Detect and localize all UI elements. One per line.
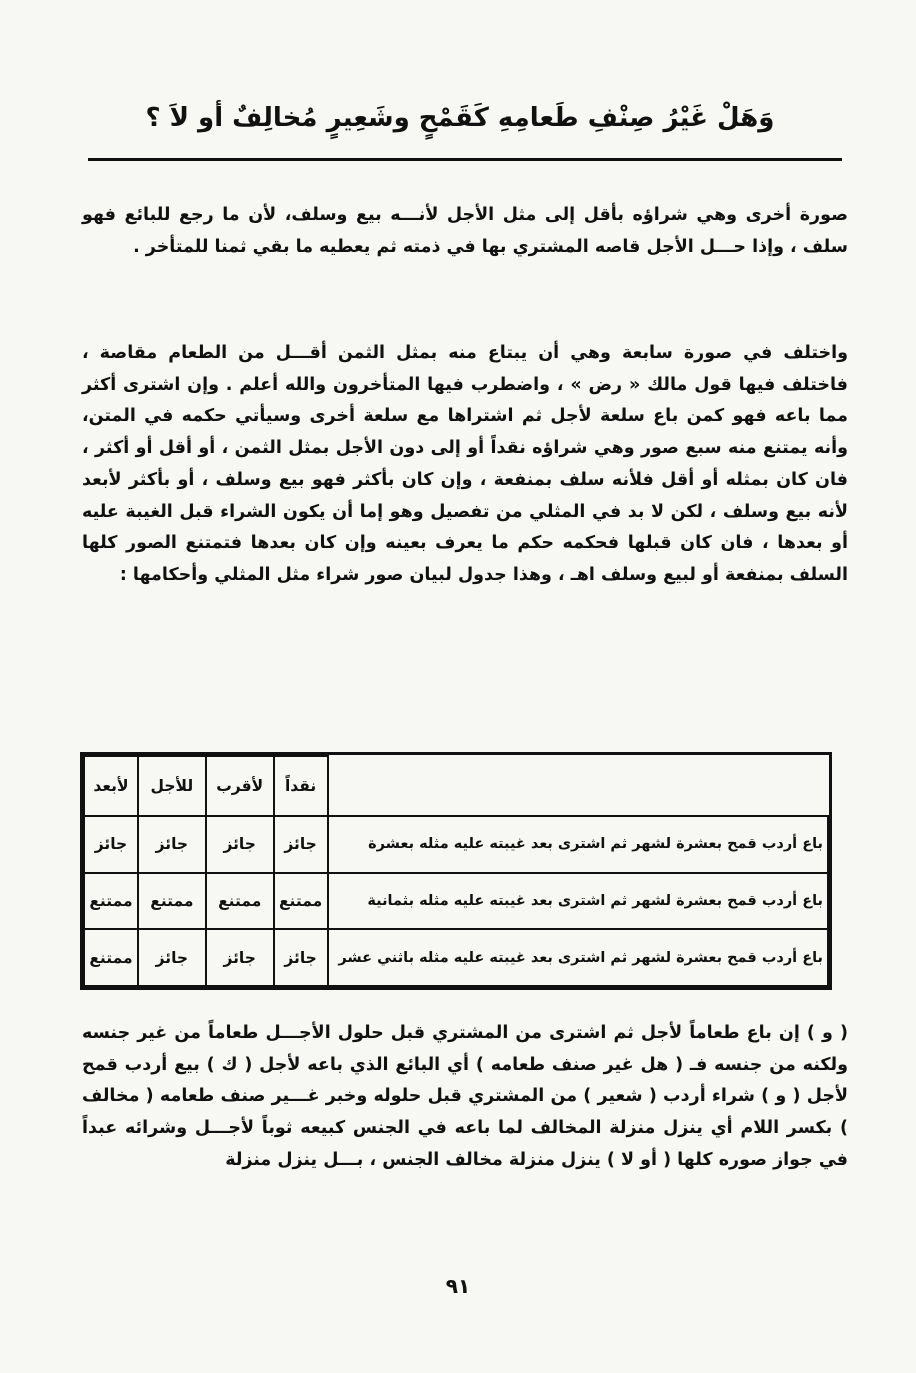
paragraph-3 xyxy=(82,1018,848,1177)
table-header-blank xyxy=(328,756,828,816)
paragraph-2 xyxy=(82,338,848,592)
table-cell: ممتنع xyxy=(206,873,274,930)
page-header-title: وَهَلْ غَيْرُ صِنْفِ طَعامِهِ كَقَمْحٍ وشَعِيرٍ مُخالِفٌ أو لاَ ؟ xyxy=(145,103,775,133)
column-header: للأجل xyxy=(138,756,206,816)
table-cell: ممتنع xyxy=(138,873,206,930)
column-header: لأقرب xyxy=(206,756,274,816)
column-header: نقداً xyxy=(274,756,328,816)
row-description: باع أردب قمح بعشرة لشهر ثم اشترى بعد غيبته عليه مثله بعشرة xyxy=(328,816,828,873)
table-cell: ممتنع xyxy=(274,873,328,930)
table-cell: جائز xyxy=(206,929,274,986)
table-header-row xyxy=(84,756,828,816)
header-divider xyxy=(88,158,842,161)
row-description: باع أردب قمح بعشرة لشهر ثم اشترى بعد غيبته عليه مثله بثمانية xyxy=(328,873,828,930)
row-description: باع أردب قمح بعشرة لشهر ثم اشترى بعد غيبته عليه مثله باثني عشر xyxy=(328,929,828,986)
table-cell: ممتنع xyxy=(84,873,138,930)
table-cell: جائز xyxy=(138,929,206,986)
table-cell: ممتنع xyxy=(84,929,138,986)
paragraph-2-text: واختلف في صورة سابعة وهي أن يبتاع منه بمثل الثمن أقـــل من الطعام مقاصة ، فاختلف فيها قول مالك « رض » ، واضطرب فيها المتأخرون والله أعلم . وإن اشترى أكثر مما باعه فهو كمن باع سلعة لأجل ثم اشتراها مع سلعة أخرى وسيأتي حكمه في المتن، وأنه يمتنع منه سبع صور وهي شراؤه نقداً أو إلى دون الأجل بمثل الثمن ، أو أقل أو أكثر ، فان كان بمثله أو أقل فلأنه سلف بمنفعة ، وإن كان بأكثر فهو بيع وسلف ، أو بأكثر لأبعد لأنه بيع وسلف ، لكن لا بد في المثلي من تفصيل وهو إما أن يكون الشراء قبل الغيبة عليه أو بعدها ، فان كان قبلها فحكمه حكم ما يعرف بعينه وإن كان بعدها فتمتنع الصور كلها السلف بمنفعة أو لبيع وسلف اهـ ، وهذا جدول لبيان صور شراء مثل المثلي وأحكامها : xyxy=(82,343,848,585)
table-row xyxy=(84,816,828,873)
table-cell: جائز xyxy=(274,816,328,873)
paragraph-1-text: صورة أخرى وهي شراؤه بأقل إلى مثل الأجل لأنـــه بيع وسلف، لأن ما رجع للبائع فهو سلف ، وإذا حـــل الأجل قاصه المشتري بها في ذمته ثم يعطيه ما بقي ثمنا للمتأخر . xyxy=(82,205,848,257)
table-cell: جائز xyxy=(274,929,328,986)
table-cell: جائز xyxy=(206,816,274,873)
paragraph-1 xyxy=(82,200,848,263)
table-cell: جائز xyxy=(84,816,138,873)
table-row xyxy=(84,873,828,930)
paragraph-3-text: ( و ) إن باع طعاماً لأجل ثم اشترى من المشتري قبل حلول الأجـــل طعاماً من غير جنسه ولكنه من جنسه فـ ( هل غير صنف طعامه ) أي البائع الذي باعه لأجل ( ك ) بيع أردب قمح لأجل ( و ) شراء أردب ( شعير ) من المشتري قبل حلوله وخبر غـــير صنف طعامه ( مخالف ) بكسر اللام أي ينزل منزلة المخالف لما باعه في الجنس كبيعه ثوباً لأجـــل وشرائه عبداً في جواز صوره كلها ( أو لا ) ينزل منزلة مخالف الجنس ، بـــل ينزل منزلة xyxy=(82,1023,848,1170)
rulings-table-grid xyxy=(83,755,829,987)
table-cell: جائز xyxy=(138,816,206,873)
rulings-table xyxy=(80,752,832,990)
table-row xyxy=(84,929,828,986)
column-header: لأبعد xyxy=(84,756,138,816)
page-number: ٩١ xyxy=(445,1274,471,1298)
